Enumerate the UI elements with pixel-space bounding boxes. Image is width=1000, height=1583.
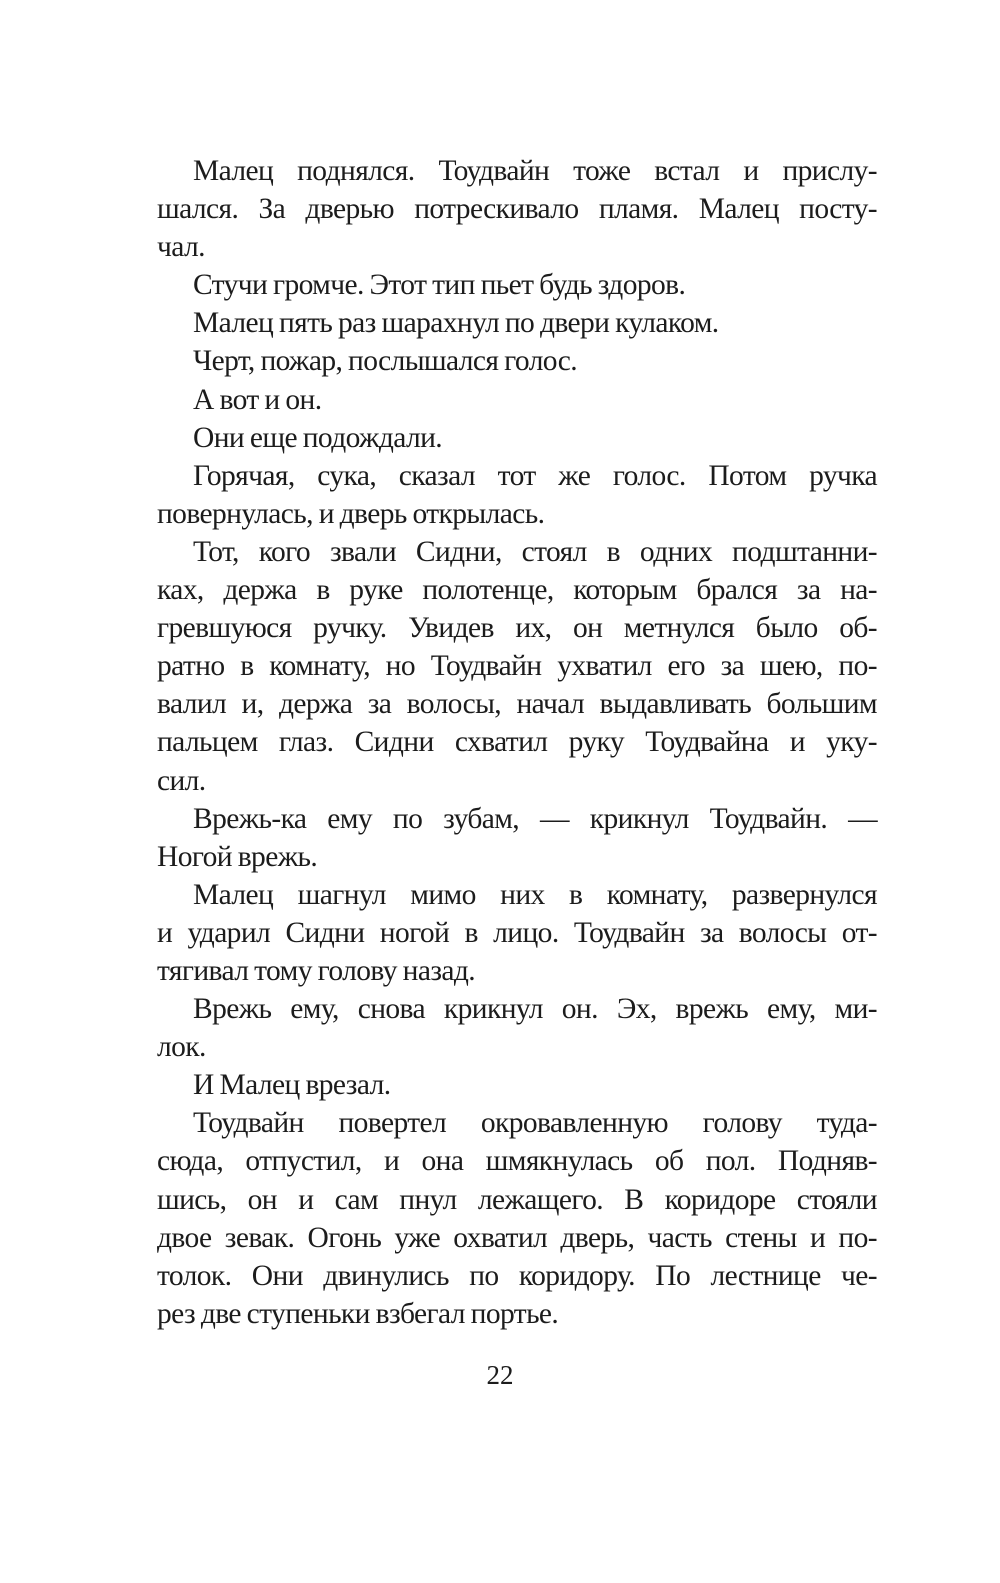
text-line: шись, он и сам пнул лежащего. В коридоре стояли (157, 1183, 877, 1216)
text-line: И Малец врезал. (193, 1069, 391, 1102)
text-line: Горячая, сука, сказал тот же голос. Потом ручка (193, 459, 877, 492)
text-line: Тоудвайн повертел окровавленную голову туда- (193, 1107, 877, 1140)
paragraph (157, 800, 877, 876)
text-line: Малец пять раз шарахнул по двери кулаком. (193, 307, 719, 340)
page-number: 22 (486, 1360, 514, 1390)
text-line: чал. (157, 231, 205, 264)
paragraph (157, 457, 877, 533)
paragraph (157, 381, 877, 419)
text-line: сил. (157, 764, 206, 797)
text-line: Малец шагнул мимо них в комнату, развернулся (193, 878, 877, 911)
paragraph (157, 419, 877, 457)
body-text (157, 152, 877, 1333)
text-line: пальцем глаз. Сидни схватил руку Тоудвайна и уку- (157, 726, 877, 759)
paragraph (157, 266, 877, 304)
text-line: Черт, пожар, послышался голос. (193, 345, 577, 378)
text-line: гревшуюся ручку. Увидев их, он метнулся было об- (157, 612, 877, 645)
text-line: Ногой врежь. (157, 840, 318, 873)
text-line: тягивал тому голову назад. (157, 954, 476, 987)
text-line: двое зевак. Огонь уже охватил дверь, часть стены и по- (157, 1221, 877, 1254)
text-line: и ударил Сидни ногой в лицо. Тоудвайн за волосы от- (157, 916, 877, 949)
paragraph (157, 876, 877, 990)
text-line: Стучи громче. Этот тип пьет будь здоров. (193, 269, 686, 302)
text-line: шался. За дверью потрескивало пламя. Малец посту- (157, 193, 877, 226)
text-line: валил и, держа за волосы, начал выдавливать большим (157, 688, 877, 721)
paragraph (157, 152, 877, 266)
paragraph (157, 1066, 877, 1104)
text-line: Врежь ему, снова крикнул он. Эх, врежь ему, ми- (193, 993, 877, 1026)
text-line: А вот и он. (193, 383, 322, 416)
text-line: ратно в комнату, но Тоудвайн ухватил его за шею, по- (157, 650, 877, 683)
text-line: ках, держа в руке полотенце, которым брался за на- (157, 574, 877, 607)
text-line: Они еще подождали. (193, 421, 443, 454)
paragraph (157, 342, 877, 380)
text-line: рез две ступеньки взбегал портье. (157, 1297, 559, 1330)
paragraph (157, 990, 877, 1066)
paragraph (157, 533, 877, 800)
text-line: лок. (157, 1031, 206, 1064)
text-line: Тот, кого звали Сидни, стоял в одних подштанни- (193, 535, 877, 568)
text-line: сюда, отпустил, и она шмякнулась об пол. Подняв- (157, 1145, 877, 1178)
text-line: Врежь-ка ему по зубам, — крикнул Тоудвайн. — (193, 802, 877, 835)
text-line: толок. Они двинулись по коридору. По лестнице че- (157, 1259, 877, 1292)
text-line: повернулась, и дверь открылась. (157, 497, 545, 530)
text-line: Малец поднялся. Тоудвайн тоже встал и прислу- (193, 155, 877, 187)
paragraph (157, 1104, 877, 1333)
paragraph (157, 304, 877, 342)
